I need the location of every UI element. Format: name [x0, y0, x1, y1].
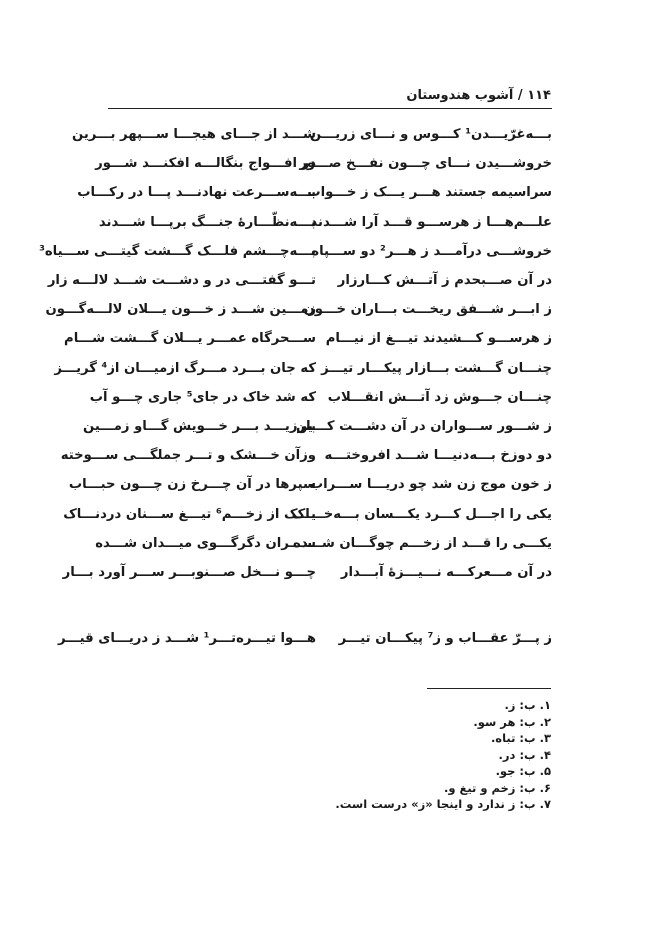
second-hemistich: بلرزیـــد بـــر خـــویش گـــاو زمـــین: [82, 418, 316, 434]
second-hemistich: در افـــواج بنگالـــه افکنـــد شـــور: [95, 156, 316, 172]
couplet: [39, 237, 552, 266]
couplet: [95, 149, 552, 178]
first-hemistich: خروشـــیدن نـــای چـــون نفـــخ صـــور: [299, 156, 552, 172]
second-hemistich: شـــد از جـــای هیجـــا ســـپهر بـــرین: [71, 127, 316, 143]
first-hemistich: ز هرســـو کـــشیدند تیـــغ از نیـــام: [325, 331, 552, 347]
footnote-item: ۳. ب: تباه.: [490, 731, 551, 745]
first-hemistich: یکی را اجـــل کـــرد یکـــسان بـــه‌خـــاک: [291, 506, 552, 522]
first-hemistich: چنـــان گـــشت بـــازار پیکـــار تیـــز: [321, 360, 552, 376]
first-hemistich: علـــم‌هـــا ز هرســـو قـــد آرا شـــدند: [310, 214, 552, 230]
first-hemistich: ز خون موج زن شد چو دریـــا ســـراب: [309, 477, 552, 493]
first-hemistich: خروشـــی درآمـــد ز هـــر² دو ســـپاه: [311, 243, 552, 259]
couplet: [60, 441, 552, 470]
first-hemistich: سراسیمه جستند هـــر یـــک ز خـــواب: [307, 185, 552, 201]
couplet: [45, 295, 552, 324]
page-header: ۱۱۴ / آشوب هندوستان: [406, 88, 551, 103]
second-hemistich: هـــوا تیـــره‌تـــر¹ شـــد ز دریـــای قیـــر: [57, 631, 316, 647]
first-hemistich: یکـــی را قـــد از زخـــم چوگـــان شـــده: [292, 535, 552, 551]
first-hemistich: ز پـــرّ عقـــاب و ز⁷ پیکـــان تیـــر: [338, 631, 552, 647]
second-hemistich: بـــه‌نظّـــارهٔ جنـــگ برپـــا شـــدند: [98, 214, 316, 230]
first-hemistich: ز ابـــر شـــفق ریخـــت بـــاران خـــون: [303, 302, 552, 318]
footnote-item: ۵. ب: جو.: [495, 764, 551, 778]
couplet: [95, 529, 552, 558]
couplet: [89, 383, 552, 412]
second-hemistich: که جان بـــرد مـــرگ ازمیـــان از⁴ گریـــز: [54, 360, 316, 376]
couplet: [62, 558, 552, 587]
first-hemistich: دو دوزخ بـــه‌دنیـــا شـــد افروختـــه: [324, 448, 552, 464]
second-hemistich: که شد خاک در جای⁵ جاری چـــو آب: [89, 389, 316, 405]
second-hemistich: یـــک از زخـــم⁶ تیـــغ ســـنان دردنـــاک: [63, 506, 316, 522]
stanza-gap: [108, 587, 552, 624]
couplet: [64, 324, 552, 353]
couplet: [71, 120, 552, 149]
second-hemistich: بـــه‌ســـرعت نهادنـــد پـــا در رکـــاب: [77, 185, 316, 201]
second-hemistich: وزآن خـــشک و تـــر جملگـــی ســـوخته: [60, 448, 316, 464]
second-hemistich: ســـران دگرگـــوی میـــدان شـــده: [95, 535, 316, 551]
footnote-item: ۶. ب: زخم و تیغ و.: [443, 780, 551, 795]
second-hemistich: تـــو گفتـــی در و دشـــت شـــد لالـــه زار: [47, 273, 316, 289]
couplet: [82, 412, 552, 441]
second-hemistich: ســـحرگاه عمـــر یـــلان گـــشت شـــام: [64, 331, 316, 347]
second-hemistich: سپرها در آن چـــرخ زن چـــون حبـــاب: [68, 477, 316, 493]
second-hemistich: زمـــین شـــد ز خـــون یـــلان لالـــه‌گـــون: [45, 302, 316, 318]
first-hemistich: ز شـــور ســـواران در آن دشـــت کـــین: [296, 418, 552, 434]
first-hemistich: بـــه‌غرّیـــدن¹ کـــوس و نـــای زریـــن: [309, 127, 552, 143]
couplet: [54, 354, 552, 383]
first-hemistich: در آن مـــعرکـــه نـــیـــزهٔ آبـــدار: [340, 564, 552, 580]
first-hemistich: در آن صـــبحدم ز آتـــش کـــارزار: [337, 273, 552, 289]
footnote-item: ۲. ب: هر سو.: [473, 714, 551, 729]
footnote-item: ۴. ب: در.: [498, 747, 551, 762]
header-divider: [108, 108, 552, 109]
couplet: [98, 208, 552, 237]
couplet: [57, 624, 552, 653]
footnote-item: ۱. ب: ز.: [504, 698, 551, 712]
footnotes: [335, 697, 551, 813]
couplet: [68, 470, 552, 499]
couplet: [63, 499, 552, 528]
footnote-divider: [427, 688, 551, 689]
first-hemistich: چنـــان جـــوش زد آتـــش انقـــلاب: [327, 389, 552, 405]
second-hemistich: بـــه‌چـــشم فلـــک گـــشت گیتـــی ســـیاه³: [39, 243, 316, 259]
couplet: [77, 178, 552, 207]
couplet: [47, 266, 552, 295]
second-hemistich: چـــو نـــخل صـــنوبـــر ســـر آورد بـــار: [62, 564, 316, 580]
footnote-item: ۷. ب: ز ندارد و اینجا «ز» درست است.: [335, 797, 551, 811]
poem-body: [39, 120, 552, 653]
